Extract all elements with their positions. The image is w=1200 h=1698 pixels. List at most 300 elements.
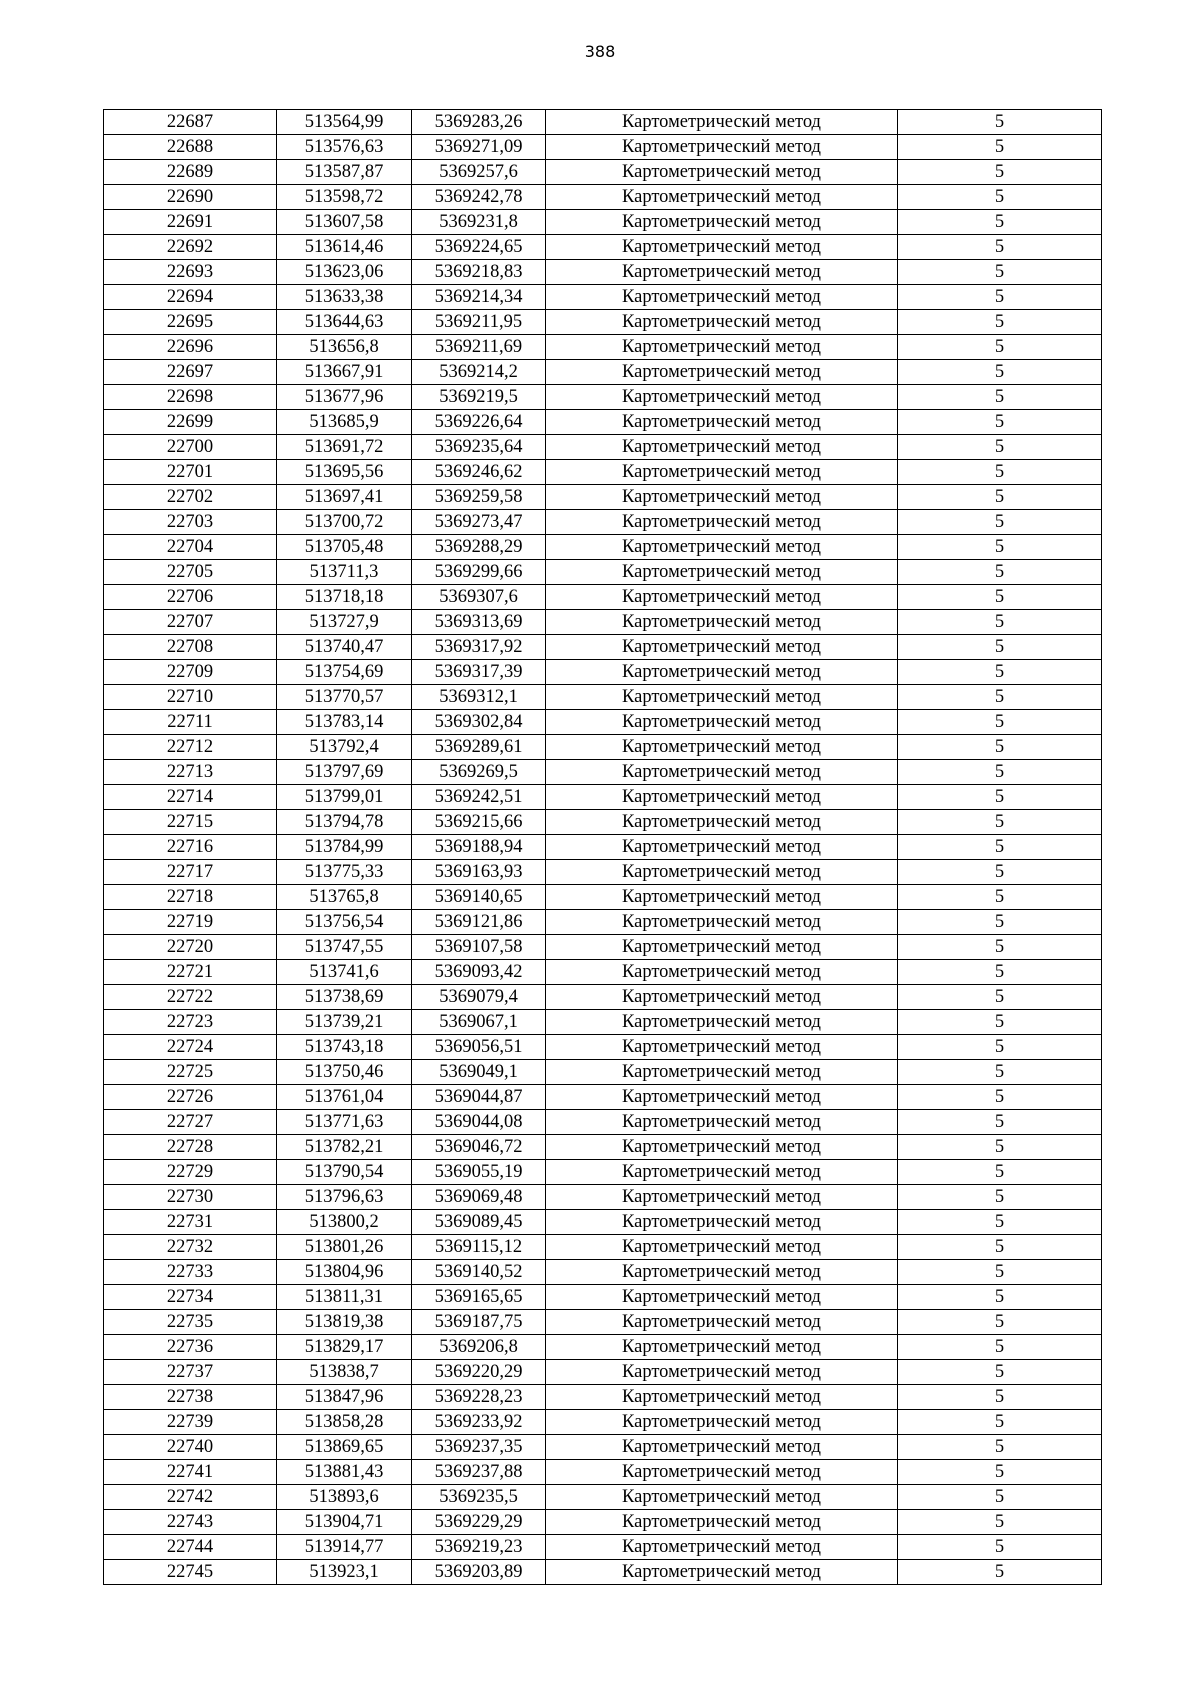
table-row — [104, 1060, 1102, 1085]
accuracy-cell: 5 — [898, 1535, 1102, 1560]
accuracy-cell: 5 — [898, 1360, 1102, 1385]
y-coordinate-cell: 5369203,89 — [412, 1560, 546, 1585]
accuracy-cell: 5 — [898, 310, 1102, 335]
method-cell: Картометрический метод — [546, 560, 898, 585]
accuracy-cell: 5 — [898, 110, 1102, 135]
x-coordinate-cell: 513784,99 — [277, 835, 412, 860]
x-coordinate-cell: 513695,56 — [277, 460, 412, 485]
y-coordinate-cell: 5369115,12 — [412, 1235, 546, 1260]
x-coordinate-cell: 513705,48 — [277, 535, 412, 560]
x-coordinate-cell: 513750,46 — [277, 1060, 412, 1085]
table-row — [104, 110, 1102, 135]
accuracy-cell: 5 — [898, 685, 1102, 710]
accuracy-cell: 5 — [898, 485, 1102, 510]
accuracy-cell: 5 — [898, 960, 1102, 985]
method-cell: Картометрический метод — [546, 1060, 898, 1085]
point-number-cell: 22704 — [104, 535, 277, 560]
table-row — [104, 260, 1102, 285]
accuracy-cell: 5 — [898, 985, 1102, 1010]
method-cell: Картометрический метод — [546, 1310, 898, 1335]
method-cell: Картометрический метод — [546, 1160, 898, 1185]
point-number-cell: 22702 — [104, 485, 277, 510]
accuracy-cell: 5 — [898, 1285, 1102, 1310]
table-row — [104, 235, 1102, 260]
x-coordinate-cell: 513738,69 — [277, 985, 412, 1010]
point-number-cell: 22714 — [104, 785, 277, 810]
y-coordinate-cell: 5369224,65 — [412, 235, 546, 260]
x-coordinate-cell: 513656,8 — [277, 335, 412, 360]
table-row — [104, 1210, 1102, 1235]
point-number-cell: 22693 — [104, 260, 277, 285]
y-coordinate-cell: 5369235,5 — [412, 1485, 546, 1510]
x-coordinate-cell: 513614,46 — [277, 235, 412, 260]
table-row — [104, 1460, 1102, 1485]
method-cell: Картометрический метод — [546, 110, 898, 135]
accuracy-cell: 5 — [898, 285, 1102, 310]
y-coordinate-cell: 5369218,83 — [412, 260, 546, 285]
y-coordinate-cell: 5369273,47 — [412, 510, 546, 535]
table-row — [104, 585, 1102, 610]
x-coordinate-cell: 513598,72 — [277, 185, 412, 210]
x-coordinate-cell: 513770,57 — [277, 685, 412, 710]
method-cell: Картометрический метод — [546, 635, 898, 660]
method-cell: Картометрический метод — [546, 860, 898, 885]
point-number-cell: 22732 — [104, 1235, 277, 1260]
y-coordinate-cell: 5369269,5 — [412, 760, 546, 785]
table-row — [104, 1035, 1102, 1060]
y-coordinate-cell: 5369317,39 — [412, 660, 546, 685]
y-coordinate-cell: 5369121,86 — [412, 910, 546, 935]
method-cell: Картометрический метод — [546, 510, 898, 535]
table-row — [104, 1560, 1102, 1585]
y-coordinate-cell: 5369242,78 — [412, 185, 546, 210]
y-coordinate-cell: 5369237,88 — [412, 1460, 546, 1485]
accuracy-cell: 5 — [898, 1110, 1102, 1135]
accuracy-cell: 5 — [898, 460, 1102, 485]
x-coordinate-cell: 513691,72 — [277, 435, 412, 460]
table-row — [104, 285, 1102, 310]
point-number-cell: 22722 — [104, 985, 277, 1010]
table-row — [104, 1110, 1102, 1135]
accuracy-cell: 5 — [898, 210, 1102, 235]
x-coordinate-cell: 513790,54 — [277, 1160, 412, 1185]
table-row — [104, 360, 1102, 385]
table-row — [104, 1335, 1102, 1360]
x-coordinate-cell: 513739,21 — [277, 1010, 412, 1035]
method-cell: Картометрический метод — [546, 1485, 898, 1510]
table-row — [104, 160, 1102, 185]
x-coordinate-cell: 513893,6 — [277, 1485, 412, 1510]
method-cell: Картометрический метод — [546, 460, 898, 485]
table-row — [104, 735, 1102, 760]
accuracy-cell: 5 — [898, 1310, 1102, 1335]
method-cell: Картометрический метод — [546, 1285, 898, 1310]
method-cell: Картометрический метод — [546, 135, 898, 160]
x-coordinate-cell: 513667,91 — [277, 360, 412, 385]
table-row — [104, 785, 1102, 810]
y-coordinate-cell: 5369211,69 — [412, 335, 546, 360]
table-row — [104, 910, 1102, 935]
method-cell: Картометрический метод — [546, 435, 898, 460]
point-number-cell: 22699 — [104, 410, 277, 435]
table-row — [104, 1010, 1102, 1035]
method-cell: Картометрический метод — [546, 1535, 898, 1560]
point-number-cell: 22733 — [104, 1260, 277, 1285]
accuracy-cell: 5 — [898, 510, 1102, 535]
x-coordinate-cell: 513782,21 — [277, 1135, 412, 1160]
table-row — [104, 560, 1102, 585]
y-coordinate-cell: 5369049,1 — [412, 1060, 546, 1085]
y-coordinate-cell: 5369044,87 — [412, 1085, 546, 1110]
x-coordinate-cell: 513799,01 — [277, 785, 412, 810]
point-number-cell: 22710 — [104, 685, 277, 710]
x-coordinate-cell: 513797,69 — [277, 760, 412, 785]
y-coordinate-cell: 5369079,4 — [412, 985, 546, 1010]
table-row — [104, 1310, 1102, 1335]
y-coordinate-cell: 5369235,64 — [412, 435, 546, 460]
point-number-cell: 22728 — [104, 1135, 277, 1160]
x-coordinate-cell: 513743,18 — [277, 1035, 412, 1060]
x-coordinate-cell: 513881,43 — [277, 1460, 412, 1485]
method-cell: Картометрический метод — [546, 260, 898, 285]
x-coordinate-cell: 513623,06 — [277, 260, 412, 285]
method-cell: Картометрический метод — [546, 585, 898, 610]
table-row — [104, 1085, 1102, 1110]
method-cell: Картометрический метод — [546, 410, 898, 435]
table-row — [104, 185, 1102, 210]
x-coordinate-cell: 513847,96 — [277, 1385, 412, 1410]
method-cell: Картометрический метод — [546, 610, 898, 635]
accuracy-cell: 5 — [898, 910, 1102, 935]
point-number-cell: 22734 — [104, 1285, 277, 1310]
method-cell: Картометрический метод — [546, 760, 898, 785]
x-coordinate-cell: 513576,63 — [277, 135, 412, 160]
method-cell: Картометрический метод — [546, 1235, 898, 1260]
y-coordinate-cell: 5369188,94 — [412, 835, 546, 860]
table-row — [104, 860, 1102, 885]
table-row — [104, 635, 1102, 660]
y-coordinate-cell: 5369140,52 — [412, 1260, 546, 1285]
point-number-cell: 22691 — [104, 210, 277, 235]
y-coordinate-cell: 5369165,65 — [412, 1285, 546, 1310]
point-number-cell: 22723 — [104, 1010, 277, 1035]
method-cell: Картометрический метод — [546, 1210, 898, 1235]
table-row — [104, 1510, 1102, 1535]
y-coordinate-cell: 5369093,42 — [412, 960, 546, 985]
x-coordinate-cell: 513804,96 — [277, 1260, 412, 1285]
accuracy-cell: 5 — [898, 1210, 1102, 1235]
accuracy-cell: 5 — [898, 185, 1102, 210]
y-coordinate-cell: 5369107,58 — [412, 935, 546, 960]
page-number: 388 — [584, 42, 616, 61]
y-coordinate-cell: 5369312,1 — [412, 685, 546, 710]
y-coordinate-cell: 5369288,29 — [412, 535, 546, 560]
table-row — [104, 485, 1102, 510]
x-coordinate-cell: 513607,58 — [277, 210, 412, 235]
table-row — [104, 435, 1102, 460]
table-row — [104, 985, 1102, 1010]
accuracy-cell: 5 — [898, 860, 1102, 885]
accuracy-cell: 5 — [898, 235, 1102, 260]
y-coordinate-cell: 5369313,69 — [412, 610, 546, 635]
method-cell: Картометрический метод — [546, 1510, 898, 1535]
accuracy-cell: 5 — [898, 1335, 1102, 1360]
x-coordinate-cell: 513914,77 — [277, 1535, 412, 1560]
accuracy-cell: 5 — [898, 935, 1102, 960]
accuracy-cell: 5 — [898, 135, 1102, 160]
table-row — [104, 210, 1102, 235]
method-cell: Картометрический метод — [546, 1560, 898, 1585]
x-coordinate-cell: 513794,78 — [277, 810, 412, 835]
method-cell: Картометрический метод — [546, 1435, 898, 1460]
x-coordinate-cell: 513775,33 — [277, 860, 412, 885]
accuracy-cell: 5 — [898, 1260, 1102, 1285]
accuracy-cell: 5 — [898, 760, 1102, 785]
table-row — [104, 935, 1102, 960]
point-number-cell: 22696 — [104, 335, 277, 360]
x-coordinate-cell: 513761,04 — [277, 1085, 412, 1110]
table-row — [104, 660, 1102, 685]
point-number-cell: 22721 — [104, 960, 277, 985]
x-coordinate-cell: 513587,87 — [277, 160, 412, 185]
point-number-cell: 22708 — [104, 635, 277, 660]
y-coordinate-cell: 5369211,95 — [412, 310, 546, 335]
point-number-cell: 22741 — [104, 1460, 277, 1485]
y-coordinate-cell: 5369220,29 — [412, 1360, 546, 1385]
y-coordinate-cell: 5369302,84 — [412, 710, 546, 735]
point-number-cell: 22745 — [104, 1560, 277, 1585]
point-number-cell: 22687 — [104, 110, 277, 135]
method-cell: Картометрический метод — [546, 1035, 898, 1060]
accuracy-cell: 5 — [898, 1510, 1102, 1535]
method-cell: Картометрический метод — [546, 785, 898, 810]
accuracy-cell: 5 — [898, 1010, 1102, 1035]
x-coordinate-cell: 513838,7 — [277, 1360, 412, 1385]
accuracy-cell: 5 — [898, 710, 1102, 735]
x-coordinate-cell: 513700,72 — [277, 510, 412, 535]
method-cell: Картометрический метод — [546, 885, 898, 910]
table-row — [104, 710, 1102, 735]
accuracy-cell: 5 — [898, 835, 1102, 860]
method-cell: Картометрический метод — [546, 1360, 898, 1385]
accuracy-cell: 5 — [898, 435, 1102, 460]
point-number-cell: 22729 — [104, 1160, 277, 1185]
point-number-cell: 22730 — [104, 1185, 277, 1210]
accuracy-cell: 5 — [898, 585, 1102, 610]
table-row — [104, 685, 1102, 710]
y-coordinate-cell: 5369163,93 — [412, 860, 546, 885]
method-cell: Картометрический метод — [546, 710, 898, 735]
method-cell: Картометрический метод — [546, 185, 898, 210]
table-row — [104, 1435, 1102, 1460]
point-number-cell: 22743 — [104, 1510, 277, 1535]
table-row — [104, 1535, 1102, 1560]
accuracy-cell: 5 — [898, 885, 1102, 910]
table-row — [104, 460, 1102, 485]
point-number-cell: 22697 — [104, 360, 277, 385]
point-number-cell: 22717 — [104, 860, 277, 885]
x-coordinate-cell: 513741,6 — [277, 960, 412, 985]
table-row — [104, 510, 1102, 535]
x-coordinate-cell: 513754,69 — [277, 660, 412, 685]
x-coordinate-cell: 513923,1 — [277, 1560, 412, 1585]
point-number-cell: 22725 — [104, 1060, 277, 1085]
y-coordinate-cell: 5369237,35 — [412, 1435, 546, 1460]
y-coordinate-cell: 5369187,75 — [412, 1310, 546, 1335]
point-number-cell: 22690 — [104, 185, 277, 210]
y-coordinate-cell: 5369067,1 — [412, 1010, 546, 1035]
y-coordinate-cell: 5369307,6 — [412, 585, 546, 610]
method-cell: Картометрический метод — [546, 285, 898, 310]
point-number-cell: 22724 — [104, 1035, 277, 1060]
method-cell: Картометрический метод — [546, 1460, 898, 1485]
point-number-cell: 22738 — [104, 1385, 277, 1410]
method-cell: Картометрический метод — [546, 1385, 898, 1410]
y-coordinate-cell: 5369089,45 — [412, 1210, 546, 1235]
method-cell: Картометрический метод — [546, 235, 898, 260]
point-number-cell: 22688 — [104, 135, 277, 160]
y-coordinate-cell: 5369044,08 — [412, 1110, 546, 1135]
point-number-cell: 22742 — [104, 1485, 277, 1510]
accuracy-cell: 5 — [898, 385, 1102, 410]
method-cell: Картометрический метод — [546, 935, 898, 960]
accuracy-cell: 5 — [898, 1560, 1102, 1585]
accuracy-cell: 5 — [898, 1435, 1102, 1460]
table-row — [104, 885, 1102, 910]
table-row — [104, 1285, 1102, 1310]
table-row — [104, 610, 1102, 635]
table-row — [104, 1485, 1102, 1510]
y-coordinate-cell: 5369233,92 — [412, 1410, 546, 1435]
method-cell: Картометрический метод — [546, 1085, 898, 1110]
point-number-cell: 22736 — [104, 1335, 277, 1360]
method-cell: Картометрический метод — [546, 735, 898, 760]
method-cell: Картометрический метод — [546, 1110, 898, 1135]
accuracy-cell: 5 — [898, 1160, 1102, 1185]
x-coordinate-cell: 513819,38 — [277, 1310, 412, 1335]
point-number-cell: 22735 — [104, 1310, 277, 1335]
point-number-cell: 22711 — [104, 710, 277, 735]
method-cell: Картометрический метод — [546, 910, 898, 935]
x-coordinate-cell: 513811,31 — [277, 1285, 412, 1310]
method-cell: Картометрический метод — [546, 385, 898, 410]
table-row — [104, 1185, 1102, 1210]
point-number-cell: 22716 — [104, 835, 277, 860]
x-coordinate-cell: 513711,3 — [277, 560, 412, 585]
point-number-cell: 22698 — [104, 385, 277, 410]
point-number-cell: 22718 — [104, 885, 277, 910]
x-coordinate-cell: 513564,99 — [277, 110, 412, 135]
x-coordinate-cell: 513740,47 — [277, 635, 412, 660]
y-coordinate-cell: 5369046,72 — [412, 1135, 546, 1160]
accuracy-cell: 5 — [898, 260, 1102, 285]
method-cell: Картометрический метод — [546, 1135, 898, 1160]
point-number-cell: 22694 — [104, 285, 277, 310]
method-cell: Картометрический метод — [546, 1185, 898, 1210]
accuracy-cell: 5 — [898, 1185, 1102, 1210]
x-coordinate-cell: 513727,9 — [277, 610, 412, 635]
table-row — [104, 1235, 1102, 1260]
x-coordinate-cell: 513771,63 — [277, 1110, 412, 1135]
accuracy-cell: 5 — [898, 660, 1102, 685]
y-coordinate-cell: 5369214,2 — [412, 360, 546, 385]
x-coordinate-cell: 513685,9 — [277, 410, 412, 435]
table-row — [104, 835, 1102, 860]
accuracy-cell: 5 — [898, 410, 1102, 435]
x-coordinate-cell: 513644,63 — [277, 310, 412, 335]
x-coordinate-cell: 513783,14 — [277, 710, 412, 735]
y-coordinate-cell: 5369056,51 — [412, 1035, 546, 1060]
x-coordinate-cell: 513765,8 — [277, 885, 412, 910]
y-coordinate-cell: 5369289,61 — [412, 735, 546, 760]
accuracy-cell: 5 — [898, 360, 1102, 385]
method-cell: Картометрический метод — [546, 810, 898, 835]
point-number-cell: 22700 — [104, 435, 277, 460]
method-cell: Картометрический метод — [546, 1010, 898, 1035]
accuracy-cell: 5 — [898, 560, 1102, 585]
x-coordinate-cell: 513869,65 — [277, 1435, 412, 1460]
y-coordinate-cell: 5369246,62 — [412, 460, 546, 485]
point-number-cell: 22703 — [104, 510, 277, 535]
accuracy-cell: 5 — [898, 635, 1102, 660]
x-coordinate-cell: 513858,28 — [277, 1410, 412, 1435]
coordinates-table — [103, 109, 1102, 1585]
point-number-cell: 22689 — [104, 160, 277, 185]
accuracy-cell: 5 — [898, 1085, 1102, 1110]
method-cell: Картометрический метод — [546, 960, 898, 985]
method-cell: Картометрический метод — [546, 160, 898, 185]
accuracy-cell: 5 — [898, 1485, 1102, 1510]
accuracy-cell: 5 — [898, 1410, 1102, 1435]
table-row — [104, 1360, 1102, 1385]
method-cell: Картометрический метод — [546, 835, 898, 860]
x-coordinate-cell: 513904,71 — [277, 1510, 412, 1535]
table-row — [104, 760, 1102, 785]
method-cell: Картометрический метод — [546, 535, 898, 560]
y-coordinate-cell: 5369140,65 — [412, 885, 546, 910]
y-coordinate-cell: 5369214,34 — [412, 285, 546, 310]
table-row — [104, 1385, 1102, 1410]
y-coordinate-cell: 5369271,09 — [412, 135, 546, 160]
method-cell: Картометрический метод — [546, 985, 898, 1010]
accuracy-cell: 5 — [898, 610, 1102, 635]
method-cell: Картометрический метод — [546, 360, 898, 385]
method-cell: Картометрический метод — [546, 335, 898, 360]
table-row — [104, 135, 1102, 160]
table-row — [104, 1410, 1102, 1435]
y-coordinate-cell: 5369219,23 — [412, 1535, 546, 1560]
y-coordinate-cell: 5369259,58 — [412, 485, 546, 510]
accuracy-cell: 5 — [898, 785, 1102, 810]
table-row — [104, 1160, 1102, 1185]
accuracy-cell: 5 — [898, 1035, 1102, 1060]
accuracy-cell: 5 — [898, 735, 1102, 760]
accuracy-cell: 5 — [898, 1385, 1102, 1410]
y-coordinate-cell: 5369226,64 — [412, 410, 546, 435]
x-coordinate-cell: 513633,38 — [277, 285, 412, 310]
x-coordinate-cell: 513792,4 — [277, 735, 412, 760]
y-coordinate-cell: 5369215,66 — [412, 810, 546, 835]
method-cell: Картометрический метод — [546, 660, 898, 685]
point-number-cell: 22715 — [104, 810, 277, 835]
x-coordinate-cell: 513800,2 — [277, 1210, 412, 1235]
table-row — [104, 1260, 1102, 1285]
method-cell: Картометрический метод — [546, 1260, 898, 1285]
point-number-cell: 22719 — [104, 910, 277, 935]
table-row — [104, 810, 1102, 835]
method-cell: Картометрический метод — [546, 485, 898, 510]
point-number-cell: 22726 — [104, 1085, 277, 1110]
